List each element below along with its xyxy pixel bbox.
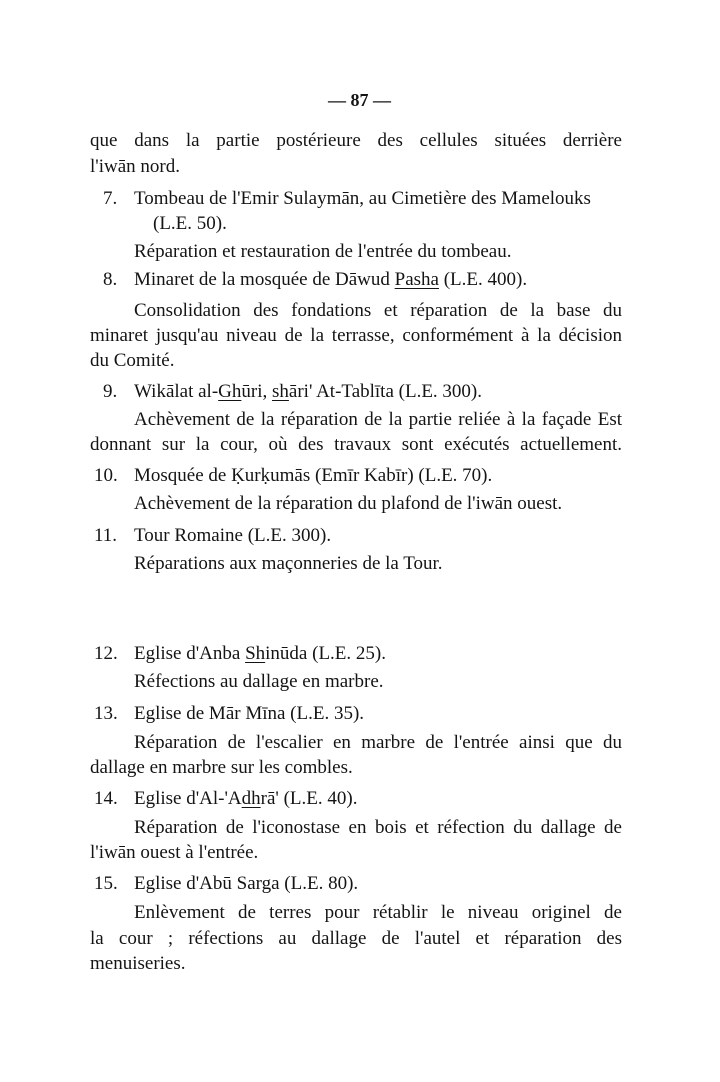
item-title-text: Eglise d'Al-'A xyxy=(134,788,242,809)
paragraph-line: l'iwān ouest à l'entrée. xyxy=(90,842,259,863)
item-title-text: āri' At-Tablīta (L.E. 300). xyxy=(288,381,483,402)
item-number: 14. xyxy=(94,788,118,809)
item-title-text: Wikālat al- xyxy=(134,381,219,402)
paragraph-line: l'iwān nord. xyxy=(90,156,180,177)
page-number: — 87 — xyxy=(328,90,391,110)
paragraph-line: dallage en marbre sur les combles. xyxy=(90,757,353,778)
paragraph-line: la cour ; réfections au dallage de l'autel et réparation des xyxy=(90,928,622,949)
list-item-title xyxy=(103,266,527,293)
paragraph-line: Réparation de l'iconostase en bois et réfection du dallage de xyxy=(134,817,622,838)
list-item-title xyxy=(103,378,482,405)
item-title-text: inūda (L.E. 25). xyxy=(265,643,386,664)
paragraph-line: Réparation de l'escalier en marbre de l'entrée ainsi que du xyxy=(134,732,622,753)
item-title-underlined: Pasha xyxy=(394,269,439,290)
list-item-title xyxy=(94,785,357,812)
paragraph-line: donnant sur la cour, où des travaux sont exécutés actuellement. xyxy=(90,434,622,455)
item-number: 8. xyxy=(103,269,118,290)
paragraph-line: minaret jusqu'au niveau de la terrasse, conformément à la décision xyxy=(90,325,622,346)
paragraph-line: Consolidation des fondations et réparation de la base du xyxy=(134,300,622,321)
list-item-title xyxy=(94,640,386,667)
list-item-title xyxy=(94,870,358,897)
paragraph-line: Réparation et restauration de l'entrée du tombeau. xyxy=(134,241,512,262)
item-number: 12. xyxy=(94,643,118,664)
paragraph-line: Réfections au dallage en marbre. xyxy=(134,671,384,692)
item-title-text: Tombeau de l'Emir Sulaymān, au Cimetière des Mamelouks xyxy=(134,188,591,209)
item-number: 13. xyxy=(94,703,118,724)
list-item-title xyxy=(103,185,591,212)
item-title-text: Tour Romaine (L.E. 300). xyxy=(134,525,332,546)
paragraph-line: Achèvement de la réparation de la partie reliée à la façade Est xyxy=(134,409,622,430)
item-title-text: Eglise de Mār Mīna (L.E. 35). xyxy=(134,703,365,724)
item-title-underlined: Gh xyxy=(218,381,242,402)
paragraph-line: Enlèvement de terres pour rétablir le niveau originel de xyxy=(134,902,622,923)
item-title-text: rā' (L.E. 40). xyxy=(260,788,358,809)
list-item-title xyxy=(94,462,492,489)
item-title-underlined: Sh xyxy=(245,643,266,664)
item-title-text: ūri, xyxy=(241,381,273,402)
paragraph-line: que dans la partie postérieure des cellules situées derrière xyxy=(90,130,622,151)
paragraph-line: du Comité. xyxy=(90,350,175,371)
item-number: 9. xyxy=(103,381,118,402)
item-number: 10. xyxy=(94,465,118,486)
item-title-text: Mosquée de Ḳurḳumās (Emīr Kabīr) (L.E. 70). xyxy=(134,465,493,486)
item-title-underlined: dh xyxy=(241,788,261,809)
paragraph-line: Réparations aux maçonneries de la Tour. xyxy=(134,553,443,574)
item-title-text: Minaret de la mosquée de Dāwud xyxy=(134,269,395,290)
list-item-title xyxy=(94,700,364,727)
list-item-title xyxy=(94,522,331,549)
item-title-text: (L.E. 400). xyxy=(438,269,528,290)
paragraph-line: Achèvement de la réparation du plafond de l'iwān ouest. xyxy=(134,493,563,514)
item-title-text: Eglise d'Abū Sarga (L.E. 80). xyxy=(134,873,359,894)
paragraph-line: menuiseries. xyxy=(90,953,186,974)
item-title-text: Eglise d'Anba xyxy=(134,643,246,664)
item-number: 15. xyxy=(94,873,118,894)
item-title-underlined: sh xyxy=(272,381,289,402)
item-number: 11. xyxy=(94,525,118,546)
item-title-continuation: (L.E. 50). xyxy=(153,213,227,234)
item-number: 7. xyxy=(103,188,118,209)
